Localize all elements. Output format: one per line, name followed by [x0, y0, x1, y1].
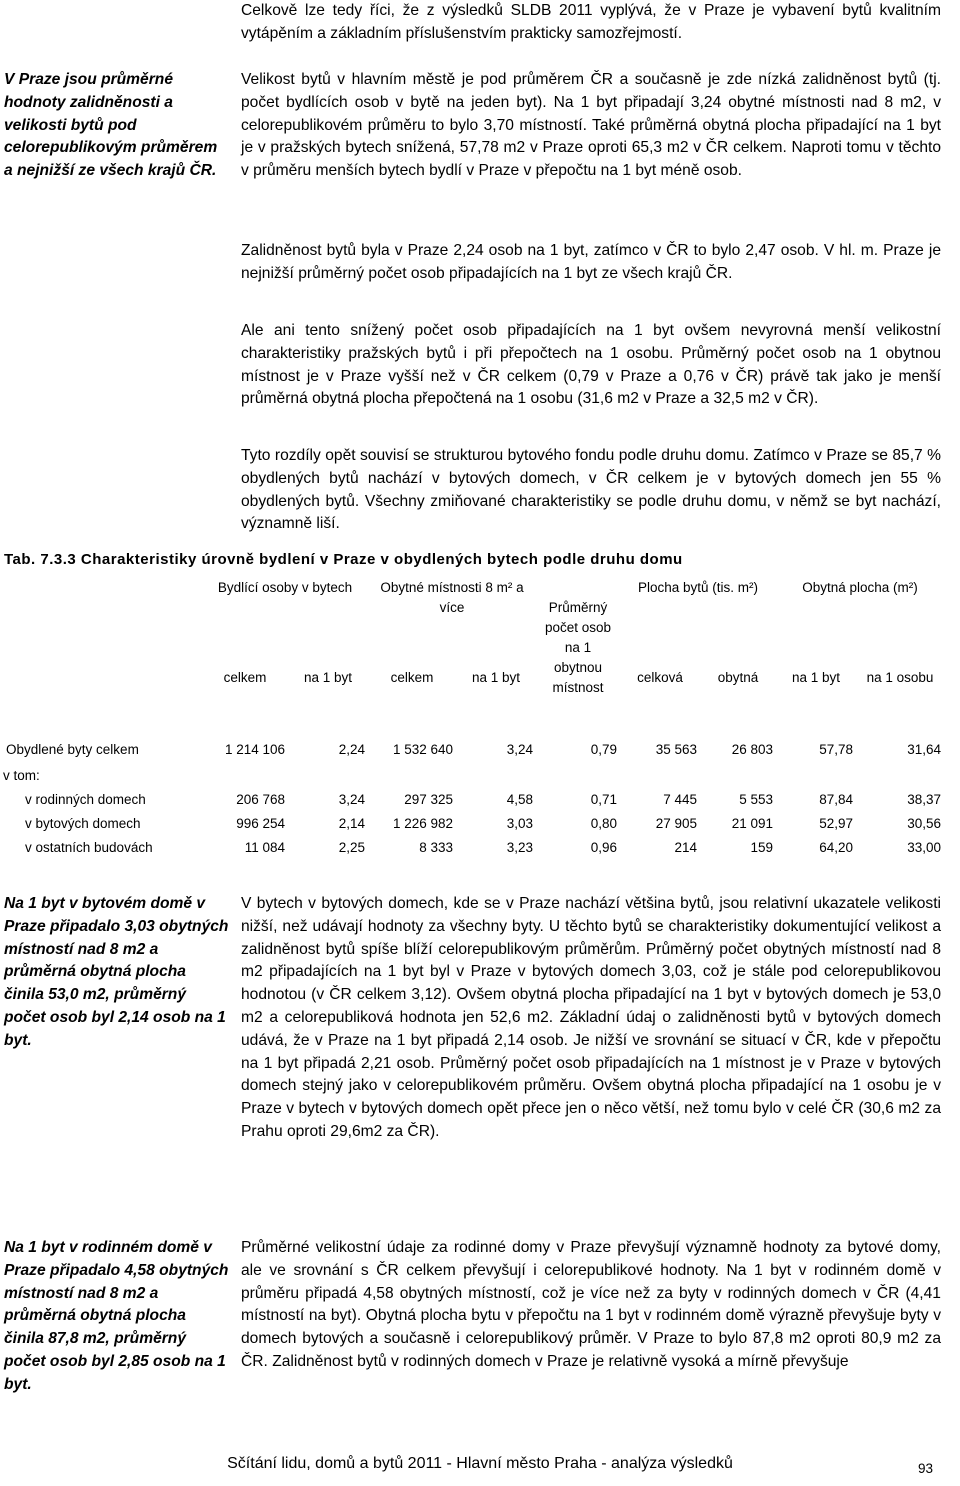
header-living: Obytná plocha (m²) [802, 580, 918, 595]
row-label: Obydlené byty celkem [6, 742, 139, 757]
table-cell: 26 803 [731, 742, 773, 757]
table-cell: 4,58 [506, 792, 533, 807]
subheader-persons-total: celkem [223, 670, 267, 685]
subheader-living-per-person: na 1 osobu [866, 670, 934, 685]
paragraph-structure: Tyto rozdíly opět souvisí se strukturou bytového fondu podle druhu domu. Zatímco v Praze se 85,7 % obydlených bytů nachází v bytových domech, v ČR celkem je v bytových domech jen 55 % obydlených bytů. Všechny zmiňované charakteristiky se podle druhu domu, v němž se byt nachází, významně liší. [241, 447, 941, 533]
header-rooms: Obytné místnosti 8 m² a více [380, 580, 524, 615]
paragraph-occupancy: Zalidněnost bytů byla v Praze 2,24 osob na 1 byt, zatímco v ČR to bylo 2,47 osob. V hl. m. Praze je nejnižší průměrný počet osob připadajících na 1 byt ze všech krajů ČR. [241, 242, 941, 282]
table-cell: 38,37 [907, 792, 941, 807]
paragraph-apartment-buildings: V bytech v bytových domech, kde se v Praze nachází většina bytů, jsou relativní ukazatele velikosti nižší, než udávají hodnoty za všechny byty. U těchto bytů se charakteristiky dokumentující velikost a zalidněnost bytů spíše blíží celorepublikovým průměrům. Průměrný počet obytných místností nad 8 m2 připadajících na 1 byt byl v Praze v bytových domech 3,03, což je stále pod celorepublikovou hodnotou (v ČR celkem 3,12). Ovšem obytná plocha připadající na 1 byt v bytových domech je 53,0 m2 a celorepubliková hodnota jen 52,6 m2. Základní údaj o zalidněnosti bytů v bytových domech udává, že v Praze na 1 byt připadá 2,14 osob. Je nižší ve srovnání se situací v ČR, kde v přepočtu na 1 byt připadá 2,21 osob. Průměrný počet osob připadajících na 1 místnost je v Praze v bytových domech stejný jako v celorepublikovém průměru. Ovšem obytná plocha připadající na 1 osobu je v Praze v bytech v bytových domech opět přece jen o něco větší, než tomu bylo v celé ČR (30,6 m2 za Prahu oproti 29,6m2 za ČR). [241, 895, 941, 1140]
row-label: v ostatních budovách [25, 840, 153, 855]
subheader-living-per-flat: na 1 byt [791, 670, 841, 685]
table-row [0, 836, 944, 860]
page-footer: Sčítání lidu, domů a bytů 2011 - Hlavní město Praha - analýza výsledků [227, 1455, 733, 1472]
table-cell: 27 905 [655, 816, 697, 831]
table-cell: 1 532 640 [392, 742, 453, 757]
table-row [0, 788, 944, 812]
table-cell: 31,64 [907, 742, 941, 757]
table-cell: 0,96 [590, 840, 617, 855]
paragraph-family-houses: Průměrné velikostní údaje za rodinné domy v Praze převyšují významně hodnoty za bytové domy, ale ve srovnání s ČR celkem převyšují i celorepublikové hodnoty. Na 1 byt v rodinném domě v průměru připadá 4,58 obytných místností, což je více než za byty v rodinných domech v ČR (4,41 místností na byt). Obytná plocha bytu v přepočtu na 1 byt v rodinném domě výrazně převyšuje byty v domech bytových a současně i celorepublikový průměr. V Praze to bylo 87,8 m2 oproti 80,9 m2 za ČR. Zalidněnost bytů v rodinných domech v Praze je relativně vysoká a mírně převyšuje [241, 1239, 941, 1370]
table-cell: 57,78 [819, 742, 853, 757]
table-cell: 214 [674, 840, 697, 855]
paragraph-intro: Celkově lze tedy říci, že z výsledků SLDB 2011 vyplývá, že v Praze je vybavení bytů kvalitním vytápěním a základním příslušenstvím prakticky samozřejmostí. [241, 2, 941, 42]
side-note-apartment-buildings: Na 1 byt v bytovém domě v Praze připadalo 3,03 obytných místností nad 8 m2 a průměrná obytná plocha činila 53,0 m2, průměrný počet osob byl 2,14 osob na 1 byt. [4, 895, 229, 1049]
housing-table [0, 578, 944, 860]
table-cell: 3,24 [338, 792, 365, 807]
subheader-floor-total: celková [637, 670, 683, 685]
table-cell: 1 226 982 [392, 816, 453, 831]
paragraph-per-person: Ale ani tento snížený počet osob připadajících na 1 byt ovšem nevyrovná menší velikostní charakteristiky pražských bytů i při přepočtech na 1 osobu. Průměrný počet osob na 1 obytnou místnost je v Praze vyšší než v ČR celkem (0,79 v Praze a 0,76 v ČR) právě tak jako je menší průměrná obytná plocha přepočtená na 1 osobu (31,6 m2 v Praze a 32,5 m2 v ČR). [241, 322, 941, 408]
row-label: v bytových domech [25, 816, 141, 831]
table-row [0, 736, 944, 764]
table-cell: 996 254 [236, 816, 285, 831]
table-cell: 52,97 [819, 816, 853, 831]
table-cell: 3,24 [506, 742, 533, 757]
table-cell: 21 091 [731, 816, 773, 831]
subheader-rooms-total: celkem [390, 670, 434, 685]
table-cell: 159 [750, 840, 773, 855]
table-cell: 7 445 [663, 792, 697, 807]
paragraph-size: Velikost bytů v hlavním městě je pod průměrem ČR a současně je zde nízká zalidněnost bytů (tj. počet bydlících osob v bytě na jeden byt). Na 1 byt připadají 3,24 obytné místnosti nad 8 m2, v celorepublikovém průměru to bylo 3,70 místností. Také průměrná obytná plocha připadající na 1 byt je v pražských bytech snížená, 57,78 m2 v Praze oproti 65,3 m2 v ČR celkem. Naproti tomu v těchto v průměru menších bytech bydlí v Praze v přepočtu na 1 byt méně osob. [241, 71, 941, 180]
table-caption: Tab. 7.3.3 Charakteristiky úrovně bydlení v Praze v obydlených bytech podle druhu domu [4, 551, 683, 568]
table-cell: 35 563 [655, 742, 697, 757]
header-avg-persons: Průměrný počet osob na 1 obytnou místnost [544, 600, 612, 695]
subheader-rooms-per-flat: na 1 byt [471, 670, 521, 685]
table-cell: 8 333 [419, 840, 453, 855]
table-cell: 3,23 [506, 840, 533, 855]
table-cell: 11 084 [244, 840, 285, 855]
header-floor: Plocha bytů (tis. m²) [637, 580, 759, 595]
row-label: v rodinných domech [25, 792, 146, 807]
page-number: 93 [918, 1461, 934, 1476]
subheader-persons-per-flat: na 1 byt [303, 670, 353, 685]
side-note-averages: V Praze jsou průměrné hodnoty zalidněnosti a velikosti bytů pod celorepublikovým průměrem a nejnižší ze všech krajů ČR. [4, 71, 218, 180]
table-cell: 87,84 [819, 792, 853, 807]
table-cell: 0,80 [590, 816, 617, 831]
table-cell: 2,25 [338, 840, 365, 855]
table-cell: 3,03 [506, 816, 533, 831]
table-cell: 297 325 [404, 792, 453, 807]
header-persons: Bydlící osoby v bytech [217, 580, 353, 595]
table-cell: 30,56 [907, 816, 941, 831]
table-cell: 0,79 [590, 742, 617, 757]
table-cell: 0,71 [590, 792, 617, 807]
table-cell: 1 214 106 [224, 742, 285, 757]
of-which-label: v tom: [3, 768, 40, 783]
table-cell: 2,24 [338, 742, 365, 757]
table-cell: 64,20 [819, 840, 853, 855]
table-cell: 33,00 [907, 840, 941, 855]
table-row [0, 812, 944, 836]
subheader-floor-living: obytná [717, 670, 759, 685]
side-note-family-houses: Na 1 byt v rodinném domě v Praze připadalo 4,58 obytných místností nad 8 m2 a průměrná obytná plocha činila 87,8 m2, průměrný počet osob byl 2,85 osob na 1 byt. [4, 1239, 229, 1393]
table-cell: 5 553 [739, 792, 773, 807]
table-cell: 206 768 [236, 792, 285, 807]
table-cell: 2,14 [338, 816, 365, 831]
